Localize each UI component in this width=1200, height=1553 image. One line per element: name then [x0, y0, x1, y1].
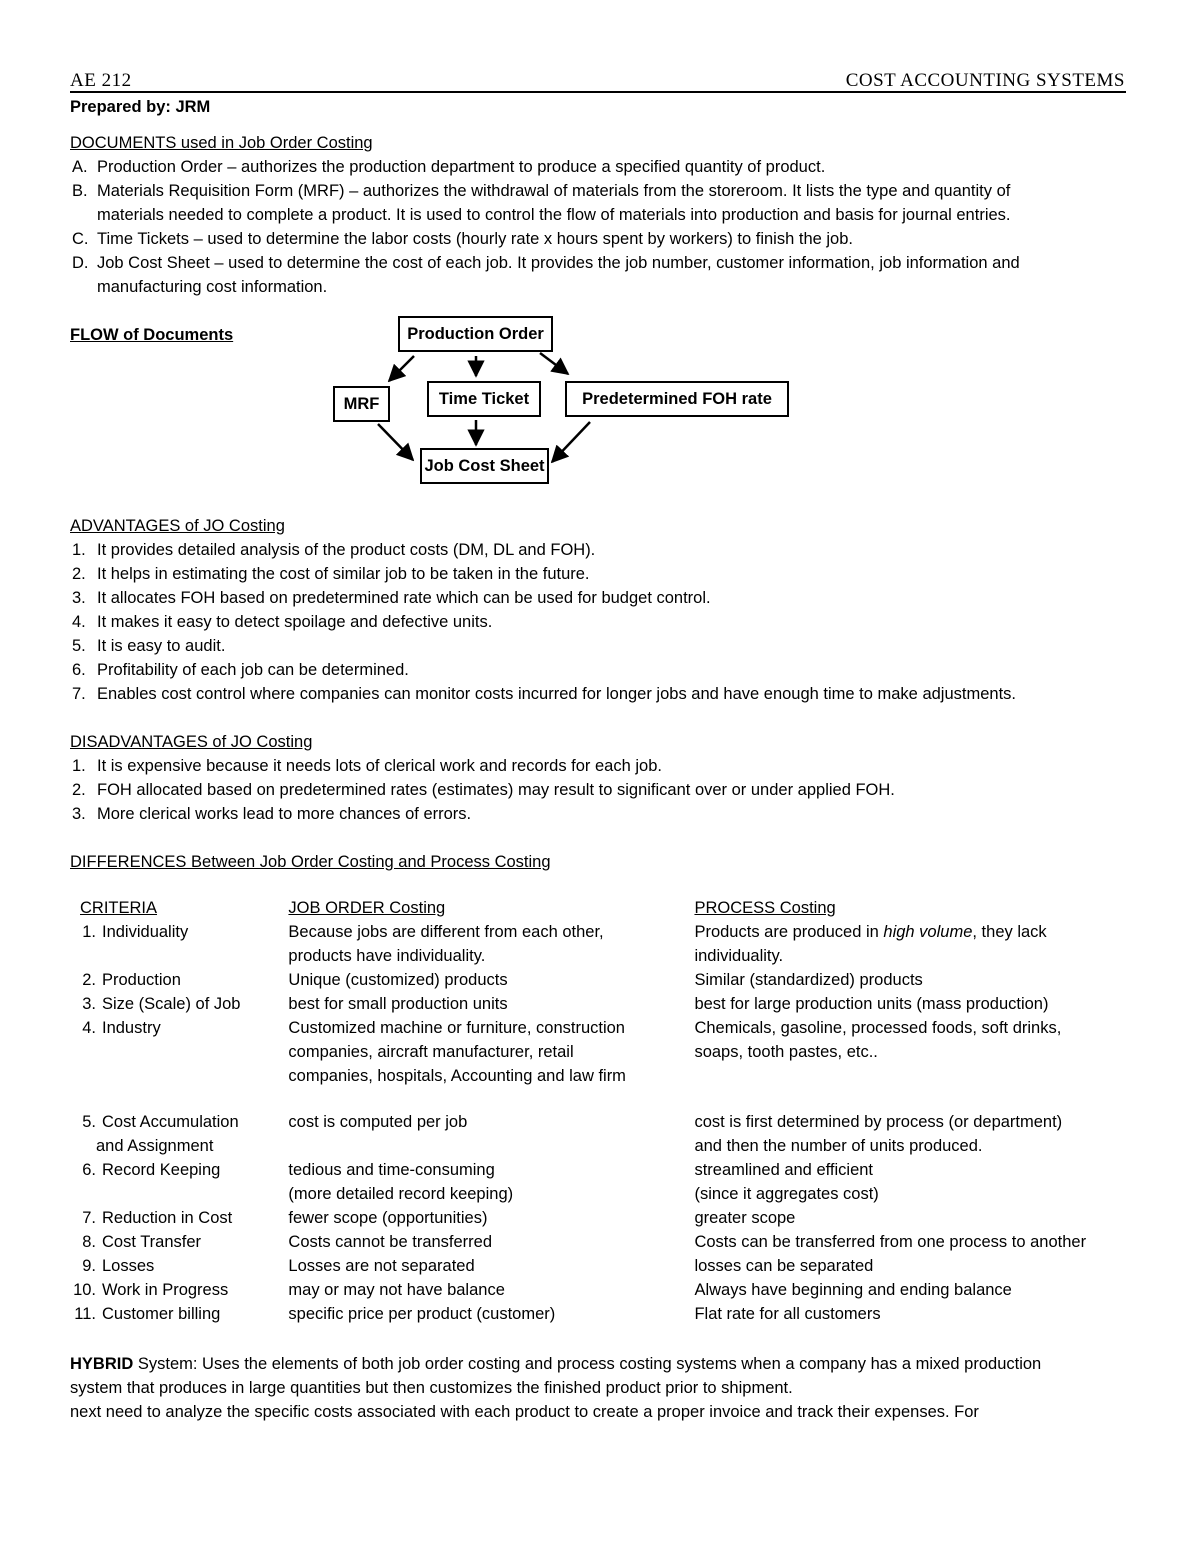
column-header: CRITERIA: [80, 899, 158, 917]
disadvantages-list: [70, 754, 1130, 826]
time-ticket-box: Time Ticket: [427, 381, 541, 417]
course-code: AE 212: [70, 70, 132, 91]
document-title: COST ACCOUNTING SYSTEMS: [845, 70, 1125, 91]
table-header-row: [70, 896, 1140, 920]
foh-rate-box: Predetermined FOH rate: [565, 381, 789, 417]
hybrid-label: HYBRID: [70, 1355, 134, 1373]
advantages-heading: ADVANTAGES of JO Costing: [70, 517, 285, 535]
mrf-box: MRF: [333, 386, 390, 422]
list-item: 5. It is easy to audit.: [72, 637, 226, 655]
differences-heading: DIFFERENCES Between Job Order Costing and Process Costing: [70, 853, 551, 871]
list-item: D. Job Cost Sheet – used to determine the cost of each job. It provides the job number, customer information, job information and manufacturing cost information.: [72, 254, 1020, 296]
list-item: 6. Profitability of each job can be determined.: [72, 661, 409, 679]
list-item: C. Time Tickets – used to determine the labor costs (hourly rate x hours spent by workers) to finish the job.: [72, 230, 853, 248]
table-row: 4. Industry Customized machine or furniture, construction companies, aircraft manufacturer, retail companies, hospitals, Accounting and law firm Chemicals, gasoline, processed foods, soft drinks, soaps, tooth pastes, etc..: [82, 1019, 1062, 1085]
documents-heading: DOCUMENTS used in Job Order Costing: [70, 134, 373, 152]
table-row: 10. Work in Progress may or may not have balance Always have beginning and ending balance: [73, 1281, 1012, 1299]
arrow-foh-to-jobcost: [552, 422, 590, 462]
list-item: 2. FOH allocated based on predetermined rates (estimates) may result to significant over or under applied FOH.: [72, 781, 895, 799]
list-item: 3. More clerical works lead to more chances of errors.: [72, 805, 472, 823]
table-row: 6. Record Keeping tedious and time-consuming (more detailed record keeping) streamlined and efficient (since it aggregates cost): [82, 1161, 879, 1203]
list-item: 7. Enables cost control where companies can monitor costs incurred for longer jobs and have enough time to make adjustments.: [72, 685, 1016, 703]
table-row: 7. Reduction in Cost fewer scope (opportunities) greater scope: [82, 1209, 796, 1227]
production-order-box: Production Order: [398, 316, 553, 352]
arrow-order-to-mrf: [389, 356, 414, 381]
hybrid-paragraph: HYBRID System: Uses the elements of both job order costing and process costing systems when a company has a mixed production system that produces in large quantities but then customizes the finished product prior to shipment. next need to analyze the specific costs associated with each product to create a proper invoice and track their expenses. For: [70, 1355, 1042, 1421]
advantages-list: [70, 538, 1130, 706]
flow-heading: FLOW of Documents: [70, 326, 234, 344]
column-header: JOB ORDER Costing: [288, 899, 446, 917]
table-row: 2. Production Unique (customized) products Similar (standardized) products: [82, 971, 923, 989]
table-spacer: [70, 1088, 1140, 1110]
disadvantages-heading: DISADVANTAGES of JO Costing: [70, 733, 313, 751]
table-row: 3. Size (Scale) of Job best for small production units best for large production units (mass production): [82, 995, 1049, 1013]
table-row: 5. Cost Accumulation and Assignment cost is computed per job cost is first determined by process (or department) and then the number of units produced.: [82, 1113, 1063, 1155]
list-item: 2. It helps in estimating the cost of similar job to be taken in the future.: [72, 565, 590, 583]
list-item: 4. It makes it easy to detect spoilage and defective units.: [72, 613, 493, 631]
list-item: 1. It is expensive because it needs lots of clerical work and records for each job.: [72, 757, 662, 775]
table-row: 11. Customer billing specific price per product (customer) Flat rate for all customers: [74, 1305, 881, 1323]
flow-arrows: [0, 0, 1200, 520]
column-header: PROCESS Costing: [694, 899, 836, 917]
list-item: A. Production Order – authorizes the production department to produce a specified quantity of product.: [72, 158, 826, 176]
list-item: B. Materials Requisition Form (MRF) – authorizes the withdrawal of materials from the storeroom. It lists the type and quantity of materials needed to complete a product. It is used to control the flow of materials into production and basis for journal entries.: [72, 182, 1011, 224]
list-item: 1. It provides detailed analysis of the product costs (DM, DL and FOH).: [72, 541, 596, 559]
arrow-mrf-to-jobcost: [378, 424, 413, 460]
differences-table: [70, 896, 1140, 1326]
table-row: 8. Cost Transfer Costs cannot be transferred Costs can be transferred from one process to another: [82, 1233, 1087, 1251]
table-row: 9. Losses Losses are not separated losses can be separated: [82, 1257, 874, 1275]
prepared-by: Prepared by: JRM: [70, 98, 211, 116]
table-row: 1. Individuality Because jobs are different from each other, products have individuality. Products are produced in high volume, they lack individuality.: [82, 923, 1047, 965]
arrow-order-to-foh: [540, 353, 568, 374]
list-item: 3. It allocates FOH based on predetermined rate which can be used for budget control.: [72, 589, 711, 607]
job-cost-sheet-box: Job Cost Sheet: [420, 448, 549, 484]
